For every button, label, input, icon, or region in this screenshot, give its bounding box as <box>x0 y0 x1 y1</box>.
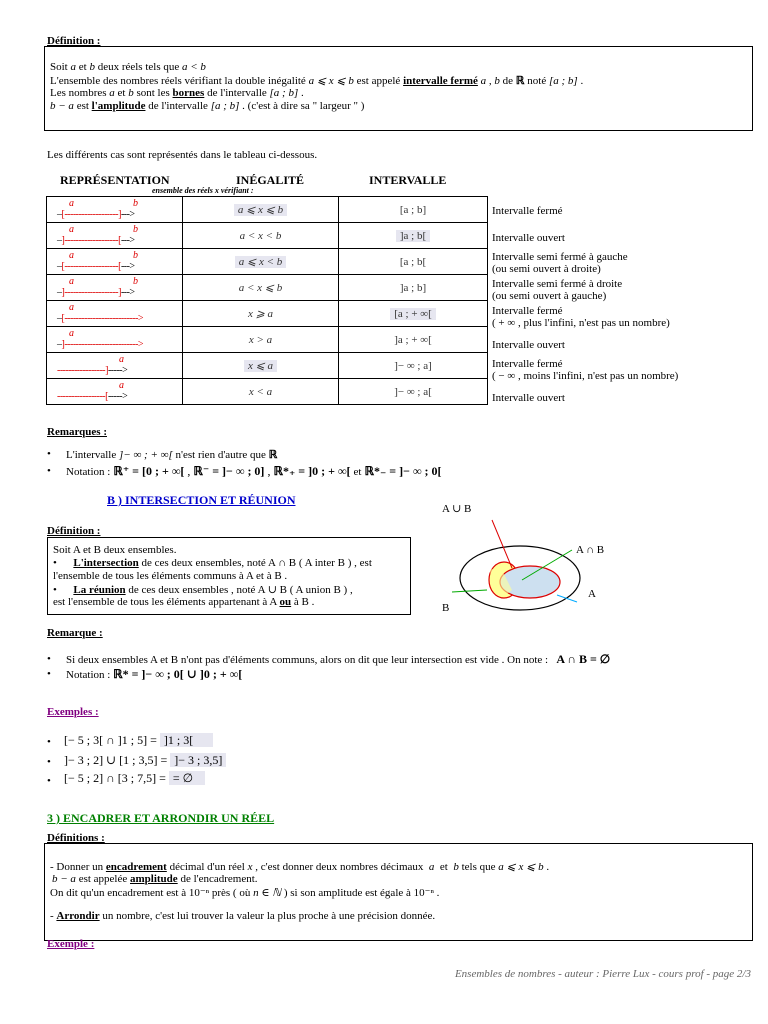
interval-name: Intervalle semi fermé à gauche (ou semi ouvert à droite) <box>492 251 628 276</box>
representation-cell: a –[--------------------------> <box>47 301 183 327</box>
interval-name: Intervalle fermé ( + ∞ , plus l'infini, n'est pas un nombre) <box>492 304 670 329</box>
bullet-icon: • <box>47 756 51 768</box>
interval-cell: [a ; b[ <box>339 249 488 275</box>
remarque2-title: Remarque : <box>47 627 103 639</box>
interval-cell: ]− ∞ ; a[ <box>339 379 488 405</box>
intro-text: Les différents cas sont représentés dans le tableau ci-dessous. <box>47 149 318 161</box>
def-line-2: L'ensemble des nombres réels vérifiant la double inégalité a ⩽ x ⩽ b est appelé intervalle fermé a , b de ℝ noté [a ; b] . <box>50 75 584 87</box>
definition-box <box>44 46 753 131</box>
interval-cell: ]− ∞ ; a] <box>339 353 488 379</box>
interval-name: Intervalle fermé <box>492 205 563 217</box>
header-representation: REPRÉSENTATION <box>60 173 170 187</box>
a-pointer <box>557 595 577 602</box>
remark2-line-1: Si deux ensembles A et B n'ont pas d'éléments communs, alors on dit que leur intersection est vide . On note : A ∩ B = ∅ <box>66 652 611 666</box>
definitions3-title: Définitions : <box>47 832 105 844</box>
definition3-box <box>44 843 753 941</box>
def3-line-3: On dit qu'un encadrement est à 10⁻ⁿ près ( où n ∈ ℕ ) si son amplitude est égale à 10⁻ⁿ . <box>50 887 440 899</box>
table-row <box>47 197 488 223</box>
table-row <box>47 327 488 353</box>
def-line-3: Les nombres a et b sont les bornes de l'intervalle [a ; b] . <box>50 87 304 99</box>
interval-name: Intervalle ouvert <box>492 231 565 244</box>
remarques-title: Remarques : <box>47 426 107 438</box>
venn-label-a: A <box>588 588 596 600</box>
representation-cell: a –]--------------------------> <box>47 327 183 353</box>
remark-line-2: Notation : ℝ⁺ = [0 ; + ∞[ , ℝ⁻ = ]− ∞ ; 0] , ℝ*₊ = ]0 ; + ∞[ et ℝ*₋ = ]− ∞ ; 0[ <box>66 464 442 478</box>
definition2-box <box>47 537 411 615</box>
section-b-title: B ) INTERSECTION ET RÉUNION <box>107 493 296 507</box>
table-row <box>47 301 488 327</box>
header-subtitle: ensemble des réels x vérifiant : <box>152 186 254 195</box>
example-3: [− 5 ; 2] ∩ [3 ; 7,5] = = ∅ <box>64 771 205 786</box>
interval-name: Intervalle semi fermé à droite (ou semi ouvert à gauche) <box>492 278 623 303</box>
definition-title: Définition : <box>47 35 101 47</box>
bullet-icon: • <box>47 775 51 787</box>
intersection-ellipse <box>500 566 560 598</box>
page-footer: Ensembles de nombres - auteur : Pierre Lux - cours prof - page 2/3 <box>454 968 751 980</box>
representation-cell: a b –]-------------------]---> <box>47 275 183 301</box>
interval-name: Intervalle ouvert <box>492 338 565 351</box>
table-row <box>47 249 488 275</box>
representation-cell: a b –]-------------------[---> <box>47 223 183 249</box>
bullet-icon: • <box>47 653 51 665</box>
def-line-1: Soit a et b deux réels tels que a < b <box>50 61 206 73</box>
exemple-title: Exemple : <box>47 938 95 950</box>
exemples-title: Exemples : <box>47 706 99 718</box>
example-1: [− 5 ; 3[ ∩ ]1 ; 5] = ]1 ; 3[ <box>64 733 213 748</box>
bullet-icon: • <box>47 448 51 460</box>
def2-line-4: • La réunion de ces deux ensembles , noté A ∪ B ( A union B ) , <box>53 584 353 596</box>
representation-cell: a -----------------]-----> <box>47 353 183 379</box>
def2-line-3: l'ensemble de tous les éléments communs à A et à B . <box>53 570 288 582</box>
definition2-title: Définition : <box>47 525 101 537</box>
def-line-4: b − a est l'amplitude de l'intervalle [a ; b] . (c'est à dire sa " largeur " ) <box>50 100 365 112</box>
venn-diagram <box>432 500 612 620</box>
inequality-cell: x ⩽ a <box>183 353 339 379</box>
venn-label-union: A ∪ B <box>442 503 472 515</box>
table-row <box>47 223 488 249</box>
remark-line-1: L'intervalle ]− ∞ ; + ∞[ n'est rien d'autre que ℝ <box>66 449 278 461</box>
interval-cell: ]a ; + ∞[ <box>339 327 488 353</box>
intervals-table <box>46 196 488 405</box>
def2-line-5: est l'ensemble de tous les éléments appartenant à A ou à B . <box>53 596 315 608</box>
header-inegalite: INÉGALITÉ <box>236 173 305 187</box>
def2-line-2: • L'intersection de ces deux ensembles, noté A ∩ B ( A inter B ) , est <box>53 557 372 569</box>
venn-label-intersection: A ∩ B <box>576 544 605 556</box>
table-row <box>47 275 488 301</box>
interval-name: Intervalle ouvert <box>492 391 565 404</box>
union-pointer <box>492 520 512 568</box>
interval-cell: [a ; b] <box>339 197 488 223</box>
bullet-icon: • <box>47 736 51 748</box>
inequality-cell: a < x < b <box>183 223 339 249</box>
interval-cell: ]a ; b[ <box>339 223 488 249</box>
representation-cell: a b –[-------------------[---> <box>47 249 183 275</box>
inequality-cell: x ⩾ a <box>183 301 339 327</box>
example-2: ]− 3 ; 2] ∪ [1 ; 3,5] = ]− 3 ; 3,5] <box>64 753 226 768</box>
bullet-icon: • <box>47 465 51 477</box>
interval-name: Intervalle fermé ( − ∞ , moins l'infini, n'est pas un nombre) <box>492 358 679 383</box>
venn-label-b: B <box>442 602 450 614</box>
representation-cell: a b –[-------------------]---> <box>47 197 183 223</box>
table-row <box>47 379 488 405</box>
def2-line-1: Soit A et B deux ensembles. <box>53 544 177 556</box>
interval-cell: ]a ; b] <box>339 275 488 301</box>
inequality-cell: x < a <box>183 379 339 405</box>
inequality-cell: a ⩽ x < b <box>183 249 339 275</box>
bullet-icon: • <box>47 668 51 680</box>
def3-line-2: b − a est appelée amplitude de l'encadrement. <box>52 873 258 885</box>
b-pointer <box>452 590 487 592</box>
inequality-cell: a ⩽ x ⩽ b <box>183 197 339 223</box>
section-3-title: 3 ) ENCADRER ET ARRONDIR UN RÉEL <box>47 811 275 825</box>
inequality-cell: x > a <box>183 327 339 353</box>
representation-cell: a -----------------[-----> <box>47 379 183 405</box>
remark2-line-2: Notation : ℝ* = ]− ∞ ; 0[ ∪ ]0 ; + ∞[ <box>66 667 243 681</box>
interval-cell: [a ; + ∞[ <box>339 301 488 327</box>
table-row <box>47 353 488 379</box>
def3-line-4: - Arrondir un nombre, c'est lui trouver la valeur la plus proche à une précision donnée. <box>50 910 436 922</box>
inequality-cell: a < x ⩽ b <box>183 275 339 301</box>
header-intervalle: INTERVALLE <box>369 173 447 187</box>
def3-line-1: - Donner un encadrement décimal d'un réel x , c'est donner deux nombres décimaux a et b tels que a ⩽ x ⩽ b . <box>50 861 550 873</box>
